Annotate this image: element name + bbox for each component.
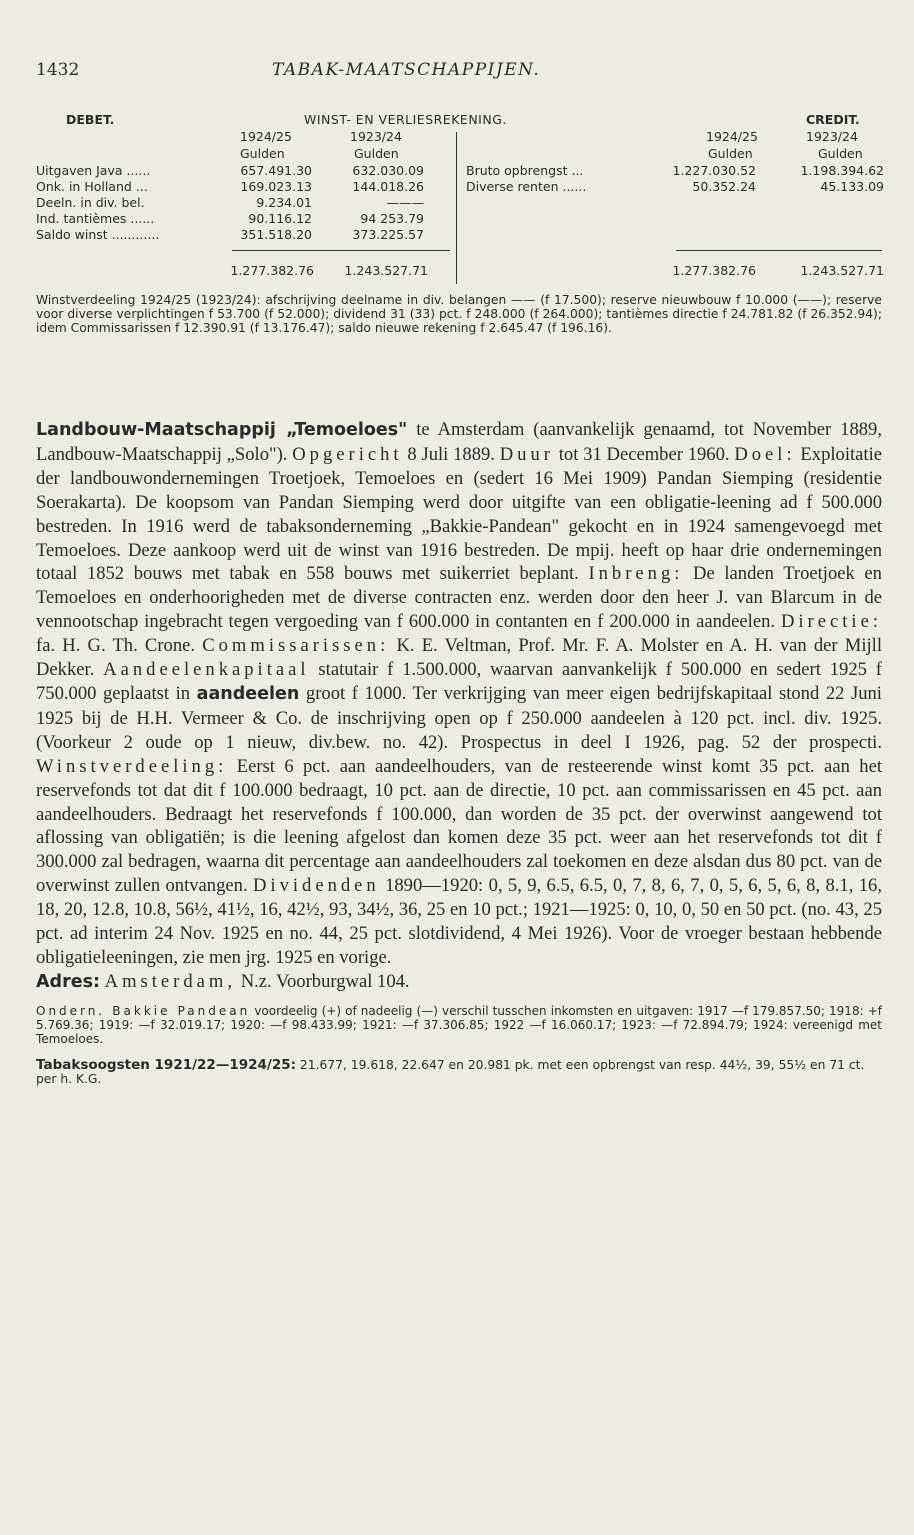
credit-currency1: Gulden <box>708 146 753 161</box>
credit-row-label: Bruto opbrengst ... <box>466 163 584 178</box>
credit-row-label: Diverse renten ...... <box>466 179 587 194</box>
debet-row-label: Onk. in Holland ... <box>36 179 148 194</box>
debet-row-label: Saldo winst ............ <box>36 227 160 242</box>
inbreng-label: Inbreng: <box>588 563 684 585</box>
debet-total-2: 1.243.527.71 <box>344 263 428 278</box>
profit-loss-account <box>36 112 884 284</box>
commissarissen-label: Commissarissen: <box>202 635 390 657</box>
kapitaal-label: Aandeelenkapitaal <box>103 659 310 681</box>
duur-text: tot 31 December 1960. <box>553 443 735 465</box>
debet-total-1: 1.277.382.76 <box>230 263 314 278</box>
account-title: WINST- EN VERLIESREKENING. <box>304 112 507 127</box>
directie-text: fa. H. G. Th. Crone. <box>36 635 203 657</box>
opgericht-label: Opgericht <box>292 443 403 465</box>
debet-row-value: 144.018.26 <box>352 179 424 194</box>
company-heading: Landbouw-Maatschappij „Temoeloes" <box>36 420 408 440</box>
tabak-text: 21.677, 19.618, 22.647 en 20.981 pk. met een opbrengst van resp. 44½, 39, 55½ en 71 ct. per h. K.G. <box>36 1058 865 1087</box>
debet-row-value: 9.234.01 <box>256 195 312 210</box>
debet-currency1: Gulden <box>240 146 285 161</box>
doel-text: Exploitatie der landbouwondernemingen Troetjoek, Temoeloes en (sedert 16 Mei 1909) Pandan Siemping (residentie Soerakarta). De koopsom van Pandan Siemping werd door uitgifte van een obligatie-leening ad f 500.000 bestreden. In 1916 werd de tabaksonderneming „Bakkie-Pandean" gekocht en in 1924 samengevoegd met Temoeloes. Deze aankoop werd uit de winst van 1916 bestreden. De mpij. heeft op haar drie ondernemingen totaal 1852 bouws met tabak en 558 bouws met suikerriet beplant. <box>36 443 883 585</box>
article-intro: te Amsterdam (aanvankelijk genaamd, tot November 1889, Landbouw-Maatschappij „Solo"). <box>36 419 882 465</box>
debet-row-value: 90.116.12 <box>248 211 312 226</box>
debet-label: DEBET. <box>66 112 115 127</box>
credit-total-rule <box>676 250 882 251</box>
adres-city: Amsterdam, <box>104 970 237 992</box>
debet-row-value: 657.491.30 <box>240 163 312 178</box>
credit-year1: 1924/25 <box>706 129 758 144</box>
credit-row-value: 1.198.394.62 <box>800 163 884 178</box>
debet-total-rule <box>232 250 450 251</box>
tabak-label: Tabaksoogsten 1921/22—1924/25: <box>36 1057 297 1073</box>
dividenden-label: Dividenden <box>252 875 380 897</box>
company-article <box>36 418 882 995</box>
winstverdeeling-text: Eerst 6 pct. aan aandeelhouders, van de resteerende winst komt 35 pct. aan het reservefonds tot dat dit f 100.000 bedraagt, 10 pct. aan de directie, 10 pct. aan commissarissen en 45 pct. aan aandeelhouders. Bedraagt het reservefonds f 100.000, dan worden de 35 pct. der overwinst aangewend tot aflossing van obligatiën; is die leening afgelost dan komen deze 35 pct. weer aan het reservefonds tot dit f 300.000 zal bedragen, waarna dit percentage aan aandeelhouders zal toekomen en deze alsdan dus 80 pct. van de overwinst zullen ontvangen. <box>36 755 882 897</box>
credit-row-value: 45.133.09 <box>820 179 884 194</box>
credit-total-1: 1.277.382.76 <box>672 263 756 278</box>
debet-year1: 1924/25 <box>240 129 292 144</box>
debet-row-label: Uitgaven Java ...... <box>36 163 151 178</box>
center-divider <box>456 132 457 284</box>
debet-row-value: 373.225.57 <box>352 227 424 242</box>
debet-row-value: 351.518.20 <box>240 227 312 242</box>
debet-row-label: Deeln. in div. bel. <box>36 195 145 210</box>
debet-row-value: 94 253.79 <box>360 211 424 226</box>
credit-label: CREDIT. <box>806 112 860 127</box>
credit-currency2: Gulden <box>818 146 863 161</box>
ondern-label: Ondern. Bakkie Pandean <box>36 1004 251 1018</box>
directie-label: Directie: <box>780 611 882 633</box>
winstverdeeling-label: Winstverdeeling: <box>36 755 228 777</box>
credit-row-value: 1.227.030.52 <box>672 163 756 178</box>
commissarissen-text: K. E. Veltman, Prof. Mr. F. A. Molster en A. H. van der Mijll Dekker. <box>36 635 882 681</box>
winstverdeeling-note: Winstverdeeling 1924/25 (1923/24): afschrijving deelname in div. belangen —— (f 17.500); reserve nieuwbouw f 10.000 (——); reserve voor diverse verplichtingen f 53.700 (f 52.000); dividend 31 (33) pct. f 248.000 (f 264.000); tantièmes directie f 24.781.82 (f 26.352.94); idem Commissarissen f 12.390.91 (f 13.176.47); saldo nieuwe rekening f 2.645.47 (f 196.16). <box>36 293 882 336</box>
adres-label: Adres: <box>36 971 100 992</box>
ondern-note <box>36 1005 882 1046</box>
running-title: TABAK-MAATSCHAPPIJEN. <box>272 60 541 80</box>
adres-text: N.z. Voorburgwal 104. <box>236 970 410 992</box>
credit-year2: 1923/24 <box>806 129 858 144</box>
doel-label: Doel: <box>734 443 796 465</box>
page-number: 1432 <box>36 60 80 80</box>
debet-row-value: ——— <box>386 195 424 210</box>
debet-row-label: Ind. tantièmes ...... <box>36 211 155 226</box>
ondern-text: voordeelig (+) of nadeelig (—) verschil tusschen inkomsten en uitgaven: 1917 —f 179.857.50; 1918: +f 5.769.36; 1919: —f 32.019.17; 1920: —f 98.433.99; 1921: —f 37.306.85; 1922 —f 16.060.17; 1923: —f 72.894.79; 1924: vereenigd met Temoeloes. <box>36 1004 882 1046</box>
debet-row-value: 169.023.13 <box>240 179 312 194</box>
kapitaal-text: statutair f 1.500.000, waarvan aanvankelijk f 500.000 en sedert 1925 f 750.000 geplaatst in <box>36 659 882 704</box>
opgericht-text: 8 Juli 1889. <box>402 443 500 465</box>
dividenden-text: 1890—1920: 0, 5, 9, 6.5, 6.5, 0, 7, 8, 6, 7, 0, 5, 6, 5, 6, 8, 8.1, 16, 18, 20, 12.8, 10.8, 56½, 41½, 16, 42½, 93, 34½, 36, 25 en 10 pct.; 1921—1925: 0, 10, 0, 50 en 50 pct. (no. 43, 25 pct. ad interim 24 Nov. 1925 en no. 44, 25 pct. slotdividend, 4 Mei 1926). Voor de vroeger bestaan hebbende obligatieleeningen, zie men jrg. 1925 en vorige. <box>36 875 882 968</box>
debet-year2: 1923/24 <box>350 129 402 144</box>
credit-total-2: 1.243.527.71 <box>800 263 884 278</box>
duur-label: Duur <box>499 443 554 465</box>
inbreng-text: De landen Troetjoek en Temoeloes en onderhoorigheden met de diverse contracten enz. werden door den heer J. van Blarcum in de vennootschap ingebracht tegen vergoeding van f 600.000 in contanten en f 200.000 in aandeelen. <box>36 563 882 633</box>
aandeelen-bold: aandeelen <box>196 683 300 704</box>
debet-currency2: Gulden <box>354 146 399 161</box>
credit-row-value: 50.352.24 <box>692 179 756 194</box>
debet-row-value: 632.030.09 <box>352 163 424 178</box>
tabaksoogsten-note <box>36 1058 882 1086</box>
kapitaal-text-2: groot f 1000. Ter verkrijging van meer eigen bedrijfskapitaal stond 22 Juni 1925 bij de H.H. Vermeer & Co. de inschrijving open op f 250.000 aandeelen à 120 pct. incl. div. 1925. (Voorkeur 2 oude op 1 nieuw, div.bew. no. 42). Prospectus in deel I 1926, pag. 52 der prospecti. <box>36 682 882 753</box>
